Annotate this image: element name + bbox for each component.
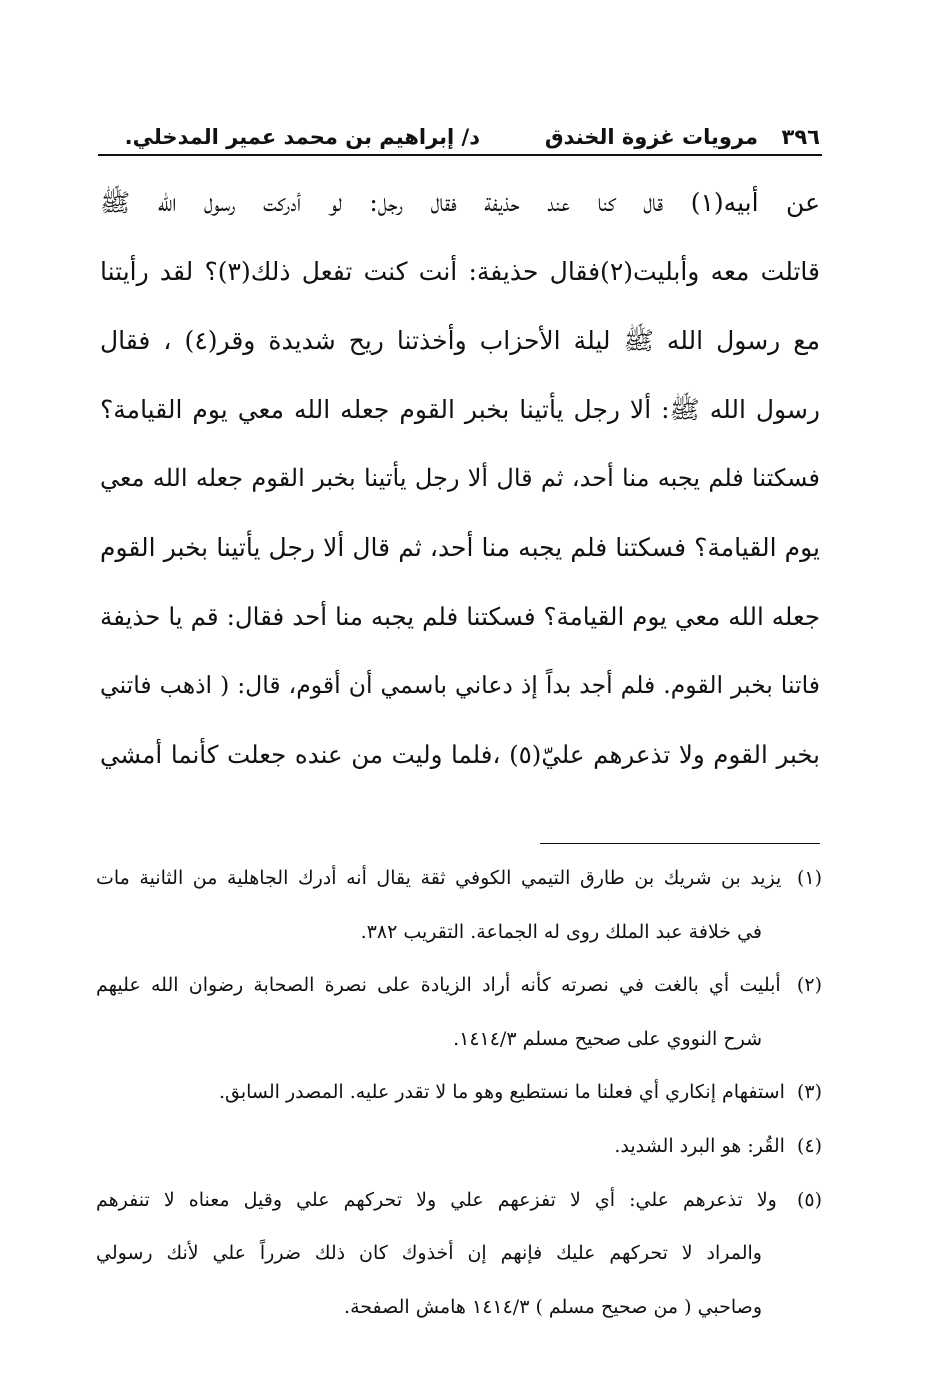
running-header [98, 122, 820, 152]
footnote-line [96, 1174, 822, 1228]
footnote-4 [96, 1120, 822, 1174]
text-line: بخبر القوم ولا تذعرهم عليّ(٥) ،فلما وليت من عنده جعلت كأنما أمشي [100, 740, 820, 769]
text-line: رسول الله ﷺ: ألا رجل يأتينا بخبر القوم جعله الله معي يوم القيامة؟ [100, 395, 820, 424]
footnote-line: شرح النووي على صحيح مسلم ١٤١٤/٣. [453, 1027, 762, 1050]
text-line: مع رسول الله ﷺ ليلة الأحزاب وأخذتنا ريح شديدة وقر(٤) ، فقال [100, 326, 820, 355]
footnote-number: (٣) [796, 1081, 822, 1104]
page-number: ٣٩٦ [781, 125, 820, 149]
footnote-line [96, 1120, 822, 1174]
book-title: مرويات غزوة الخندق [544, 125, 758, 149]
footnote-text: ولا تذعرهم علي: أي لا تفزعهم علي ولا تحركهم علي وقيل معناه لا تنفرهم [96, 1188, 777, 1211]
footnote-5 [96, 1174, 822, 1335]
footnote-text: يزيد بن شريك بن طارق التيمي الكوفي ثقة يقال أنه أدرك الجاهلية من الثانية مات [96, 867, 782, 889]
footnote-2 [96, 959, 822, 1066]
footnote-line [96, 852, 822, 906]
footnote-text: استفهام إنكاري أي فعلنا ما نستطيع وهو ما لا تقدر عليه. المصدر السابق. [218, 1081, 785, 1104]
footnote-text: القُر: هو البرد الشديد. [614, 1134, 785, 1157]
main-text [100, 168, 820, 789]
text-line: فسكتنا فلم يجبه منا أحد، ثم قال ألا رجل يأتينا بخبر القوم جعله الله معي [100, 464, 820, 492]
footnote-number: (٢) [796, 974, 822, 997]
author-name: د/ إبراهيم بن محمد عمير المدخلي. [124, 125, 480, 149]
header-rule [98, 154, 822, 156]
text-line: قاتلت معه وأبليت(٢)فقال حذيفة: أنت كنت تفعل ذلك(٣)؟ لقد رأيتنا [100, 257, 821, 286]
footnote-line: في خلافة عبد الملك روى له الجماعة. التقريب ٣٨٢. [360, 920, 762, 943]
footnote-line: والمراد لا تحركهم عليك فإنهم إن أخذوك كان ذلك ضرراً علي لأنك رسولي [96, 1242, 762, 1265]
text-line: عن أبيه(١) قال كنا عند حذيفة فقال رجل: لو أدركت رسول الله ﷺ [100, 188, 821, 217]
footnote-separator [540, 843, 820, 844]
footnotes [96, 852, 822, 1334]
footnote-number: (٥) [796, 1188, 822, 1211]
footnote-number: (٤) [796, 1134, 822, 1157]
footnote-line [96, 959, 822, 1013]
footnote-line: وصاحبي ( من صحيح مسلم ) ١٤١٤/٣ هامش الصفحة. [344, 1295, 762, 1318]
footnote-1 [96, 852, 822, 959]
footnote-text: أبليت أي بالغت في نصرته كأنه أراد الزيادة على نصرة الصحابة رضوان الله عليهم [96, 974, 781, 997]
text-line: جعله الله معي يوم القيامة؟ فسكتنا فلم يجبه منا أحد فقال: قم يا حذيفة [100, 602, 820, 631]
footnote-line [96, 1066, 822, 1120]
footnote-number: (١) [796, 867, 822, 889]
text-line: يوم القيامة؟ فسكتنا فلم يجبه منا أحد، ثم قال ألا رجل يأتينا بخبر القوم [100, 533, 820, 562]
footnote-3 [96, 1066, 822, 1120]
text-line: فاتنا بخبر القوم. فلم أجد بداً إذ دعاني باسمي أن أقوم، قال: ( اذهب فاتني [100, 671, 820, 699]
